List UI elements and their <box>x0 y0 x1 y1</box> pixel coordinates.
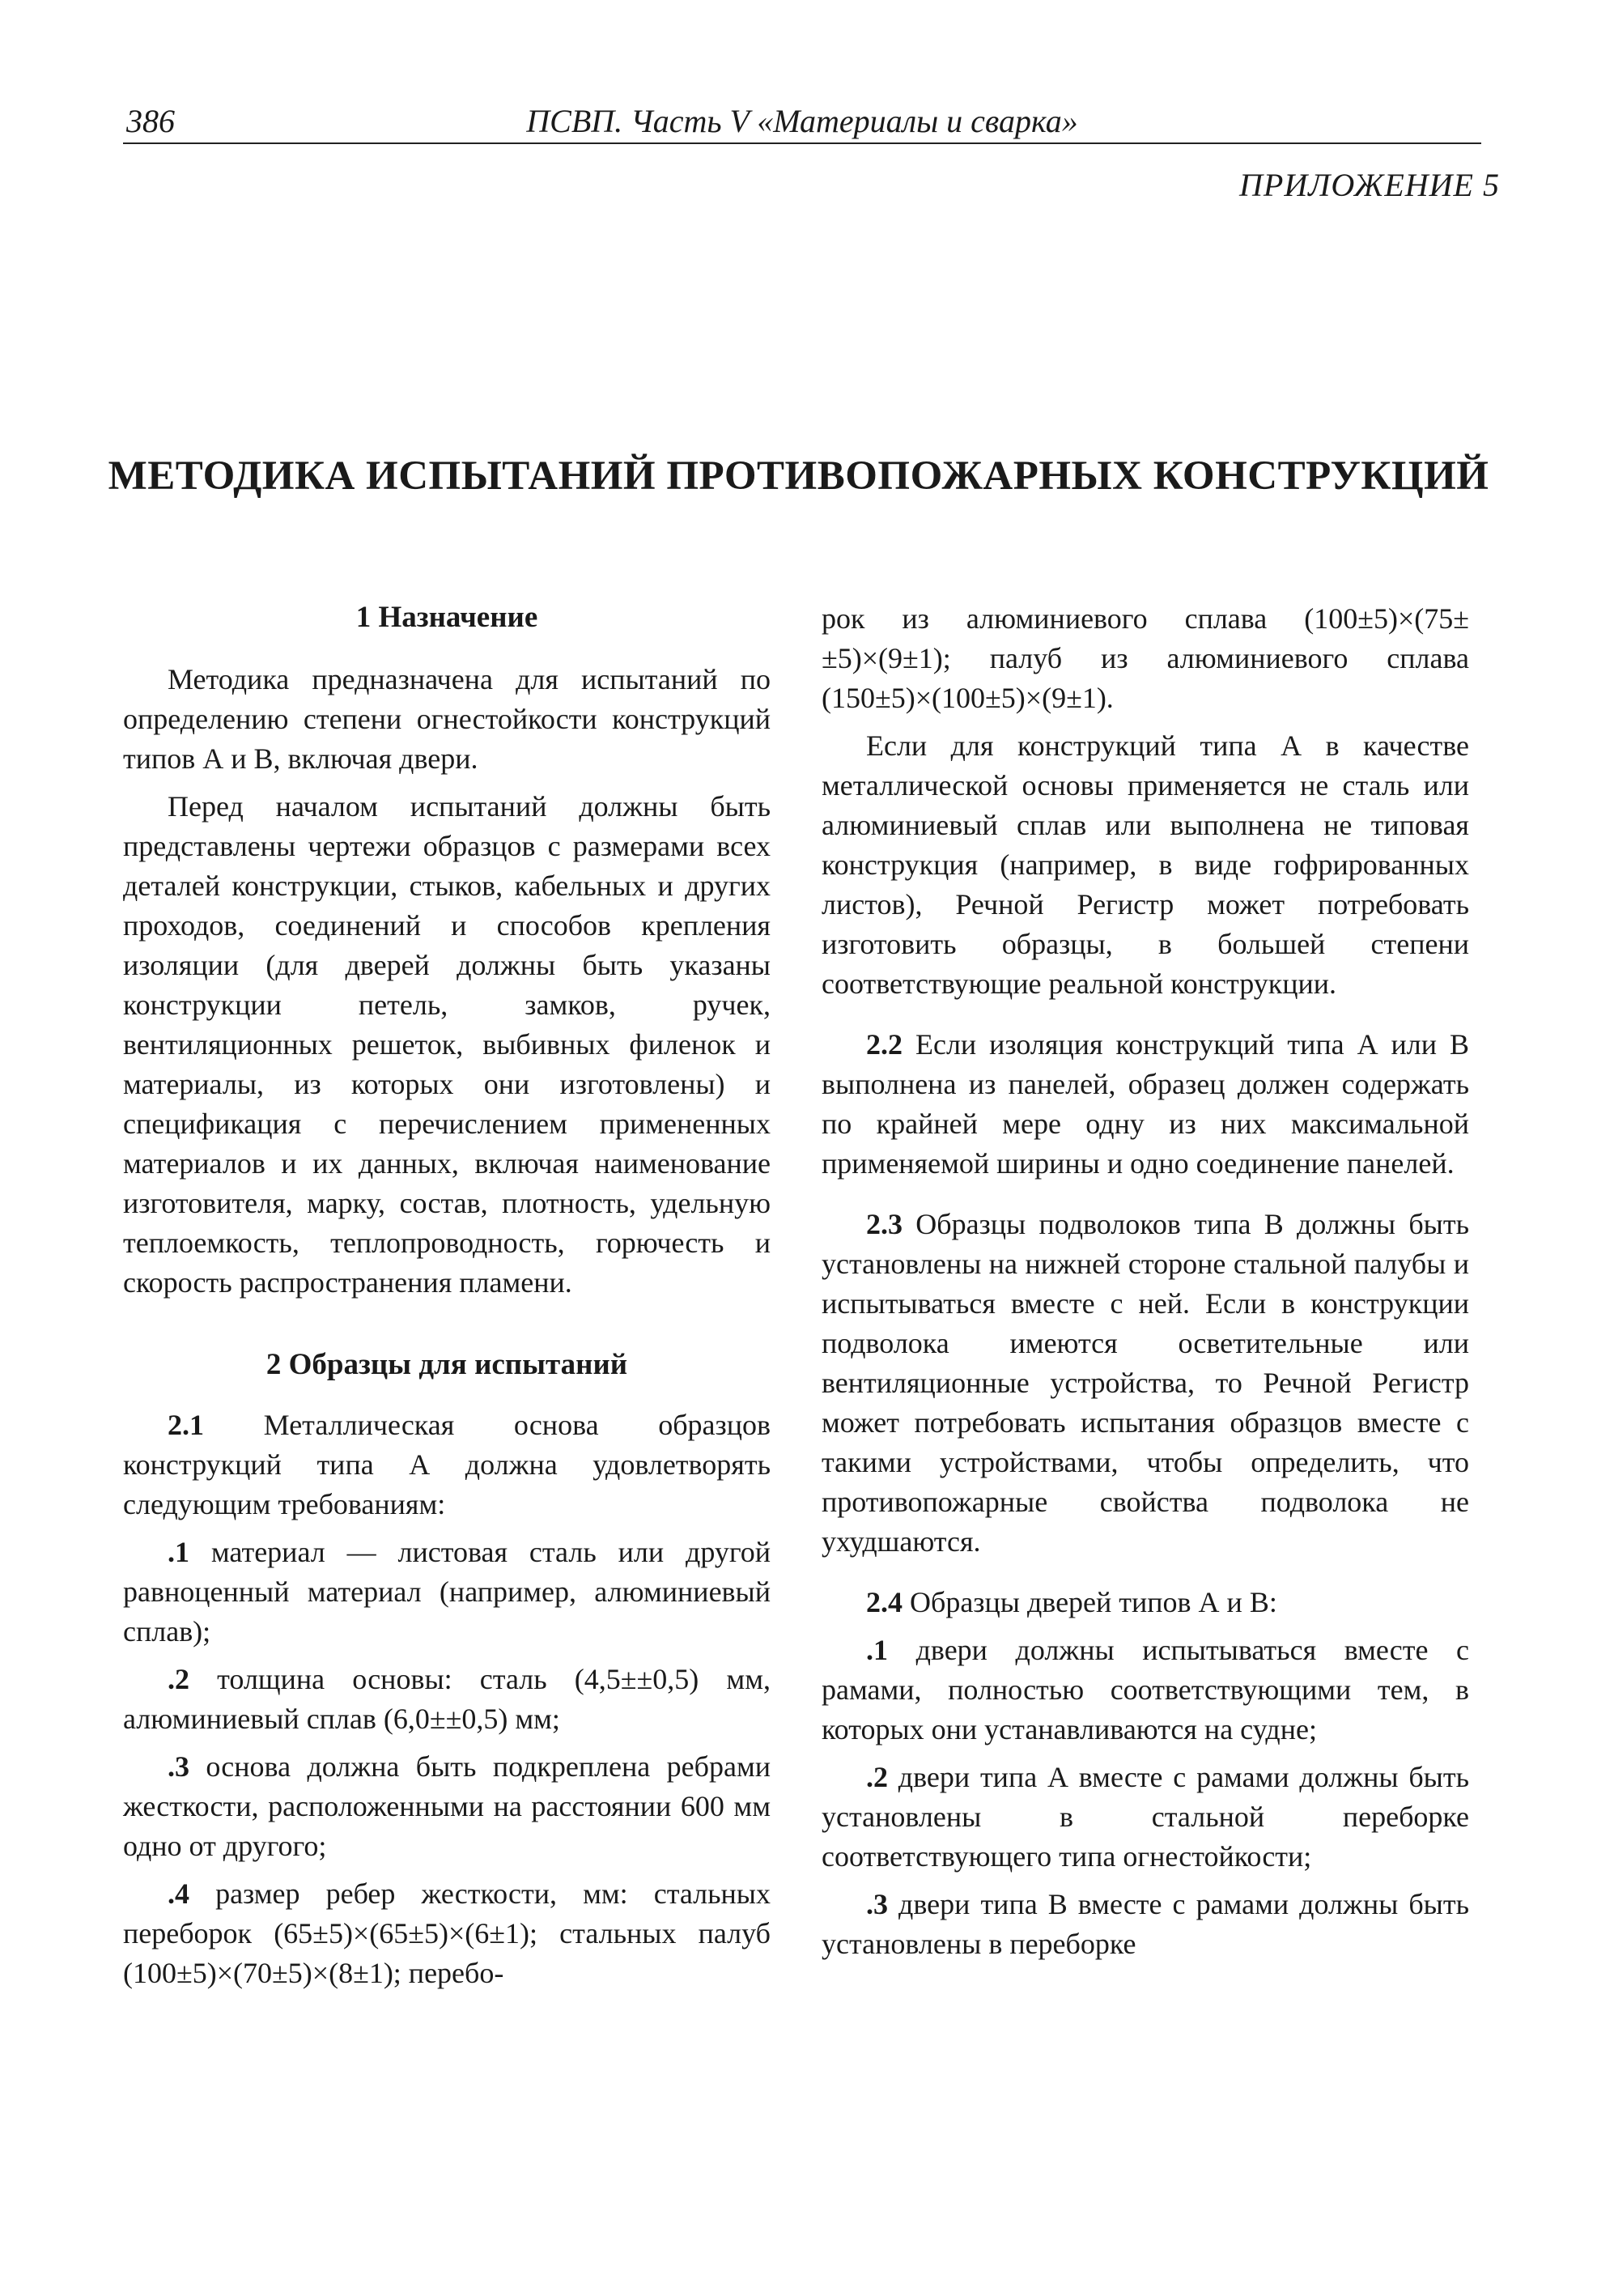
item-text: толщина основы: сталь (4,5±±0,5) мм, алюминиевый сплав (6,0±±0,5) мм; <box>123 1663 771 1735</box>
list-item-3 <box>123 1747 771 1866</box>
clause-text: Металлическая основа образцов конструкций типа А должна удовлетворять следующим требованиям: <box>123 1409 771 1520</box>
item-text: размер ребер жесткости, мм: стальных переборок (65±5)×(65±5)×(6±1); стальных палуб (100±5)×(70±5)×(8±1); перебо- <box>123 1877 771 1989</box>
list-item-1 <box>123 1533 771 1652</box>
clause-2-2 <box>822 1025 1469 1184</box>
list-item-2 <box>123 1660 771 1739</box>
paragraph-drawings: Перед началом испытаний должны быть представлены чертежи образцов с размерами всех деталей конструкции, стыков, кабельных и других проходов, соединений и способов крепления изоляции (для дверей должны быть указаны конструкции петель, замков, ручек, вентиляционных решеток, выбивных филенок и материалы, из которых они изготовлены) и спецификация с перечислением примененных материалов и их данных, включая наименование изготовителя, марку, состав, плотность, удельную теплоемкость, теплопроводность, горючесть и скорость распространения пламени. <box>123 790 771 1299</box>
right-column <box>822 599 1469 1964</box>
clause-2-3 <box>822 1205 1469 1562</box>
item-number: .1 <box>168 1536 189 1568</box>
item-text: двери должны испытываться вместе с рамами, полностью соответствующими тем, в которых они устанавливаются на судне; <box>822 1634 1470 1745</box>
paragraph-purpose: Методика предназначена для испытаний по определению степени огнестойкости конструкций типов А и В, включая двери. <box>123 663 771 775</box>
list-item-4 <box>123 1874 771 1993</box>
clause-text: Если изоляция конструкций типа А или В выполнена из панелей, образец должен содержать по крайней мере одну из них максимальной применяемой ширины и одно соединение панелей. <box>822 1028 1469 1180</box>
running-title: ПСВП. Часть V «Материалы и сварка» <box>526 103 1078 139</box>
appendix-label: ПРИЛОЖЕНИЕ 5 <box>1239 167 1500 203</box>
paragraph-alternative-base: Если для конструкций типа А в качестве металлической основы применяется не сталь или алюминиевый сплав или выполнена не типовая конструкция (например, в виде гофрированных листов), Речной Регистр может потребовать изготовить образцы, в большей степени соответствующие реальной конструкции. <box>822 729 1469 1000</box>
item-text: материал — листовая сталь или другой равноценный материал (например, алюминиевый сплав); <box>123 1536 771 1648</box>
door-item-1 <box>822 1631 1469 1750</box>
item-number: .3 <box>168 1750 189 1783</box>
clause-text: Образцы подволоков типа В должны быть установлены на нижней стороне стальной палубы и испытываться вместе с ней. Если в конструкции подволока имеются осветительные или вентиляционные устройства, то Речной Регистр может потребовать испытания образцов вместе с такими устройствами, чтобы определить, что противопожарные свойства подволока не ухудшаются. <box>822 1208 1469 1558</box>
item-number: .2 <box>866 1761 888 1793</box>
page-header <box>123 97 1481 144</box>
clause-number: 2.3 <box>866 1208 903 1240</box>
section-heading-samples: 2 Образцы для испытаний <box>265 1348 628 1381</box>
left-column <box>123 597 771 1993</box>
item-number: .1 <box>866 1634 888 1666</box>
clause-number: 2.1 <box>168 1409 204 1441</box>
item-text: основа должна быть подкреплена ребрами жесткости, расположенными на расстоянии 600 мм одно от другого; <box>123 1750 771 1862</box>
item-text: двери типа А вместе с рамами должны быть установлены в стальной переборке соответствующего типа огнестойкости; <box>822 1761 1469 1873</box>
clause-2-4 <box>822 1583 1469 1622</box>
door-item-2 <box>822 1758 1469 1877</box>
section-heading-purpose: 1 Назначение <box>355 601 538 634</box>
door-item-3 <box>822 1885 1469 1964</box>
clause-number: 2.4 <box>866 1586 903 1618</box>
item-text: двери типа В вместе с рамами должны быть установлены в переборке <box>822 1888 1469 1960</box>
item-number: .3 <box>866 1888 888 1920</box>
clause-2-1 <box>123 1405 771 1524</box>
item-number: .2 <box>168 1663 189 1695</box>
page-number: 386 <box>126 103 175 139</box>
clause-number: 2.2 <box>866 1028 903 1061</box>
page-title: МЕТОДИКА ИСПЫТАНИЙ ПРОТИВОПОЖАРНЫХ КОНСТРУКЦИЙ <box>108 453 1489 500</box>
item-number: .4 <box>168 1877 189 1910</box>
clause-text: Образцы дверей типов А и В: <box>910 1586 1277 1618</box>
paragraph-continuation: рок из алюминиевого сплава (100±5)×(75±±5)×(9±1); палуб из алюминиевого сплава (150±5)×(100±5)×(9±1). <box>822 602 1469 714</box>
